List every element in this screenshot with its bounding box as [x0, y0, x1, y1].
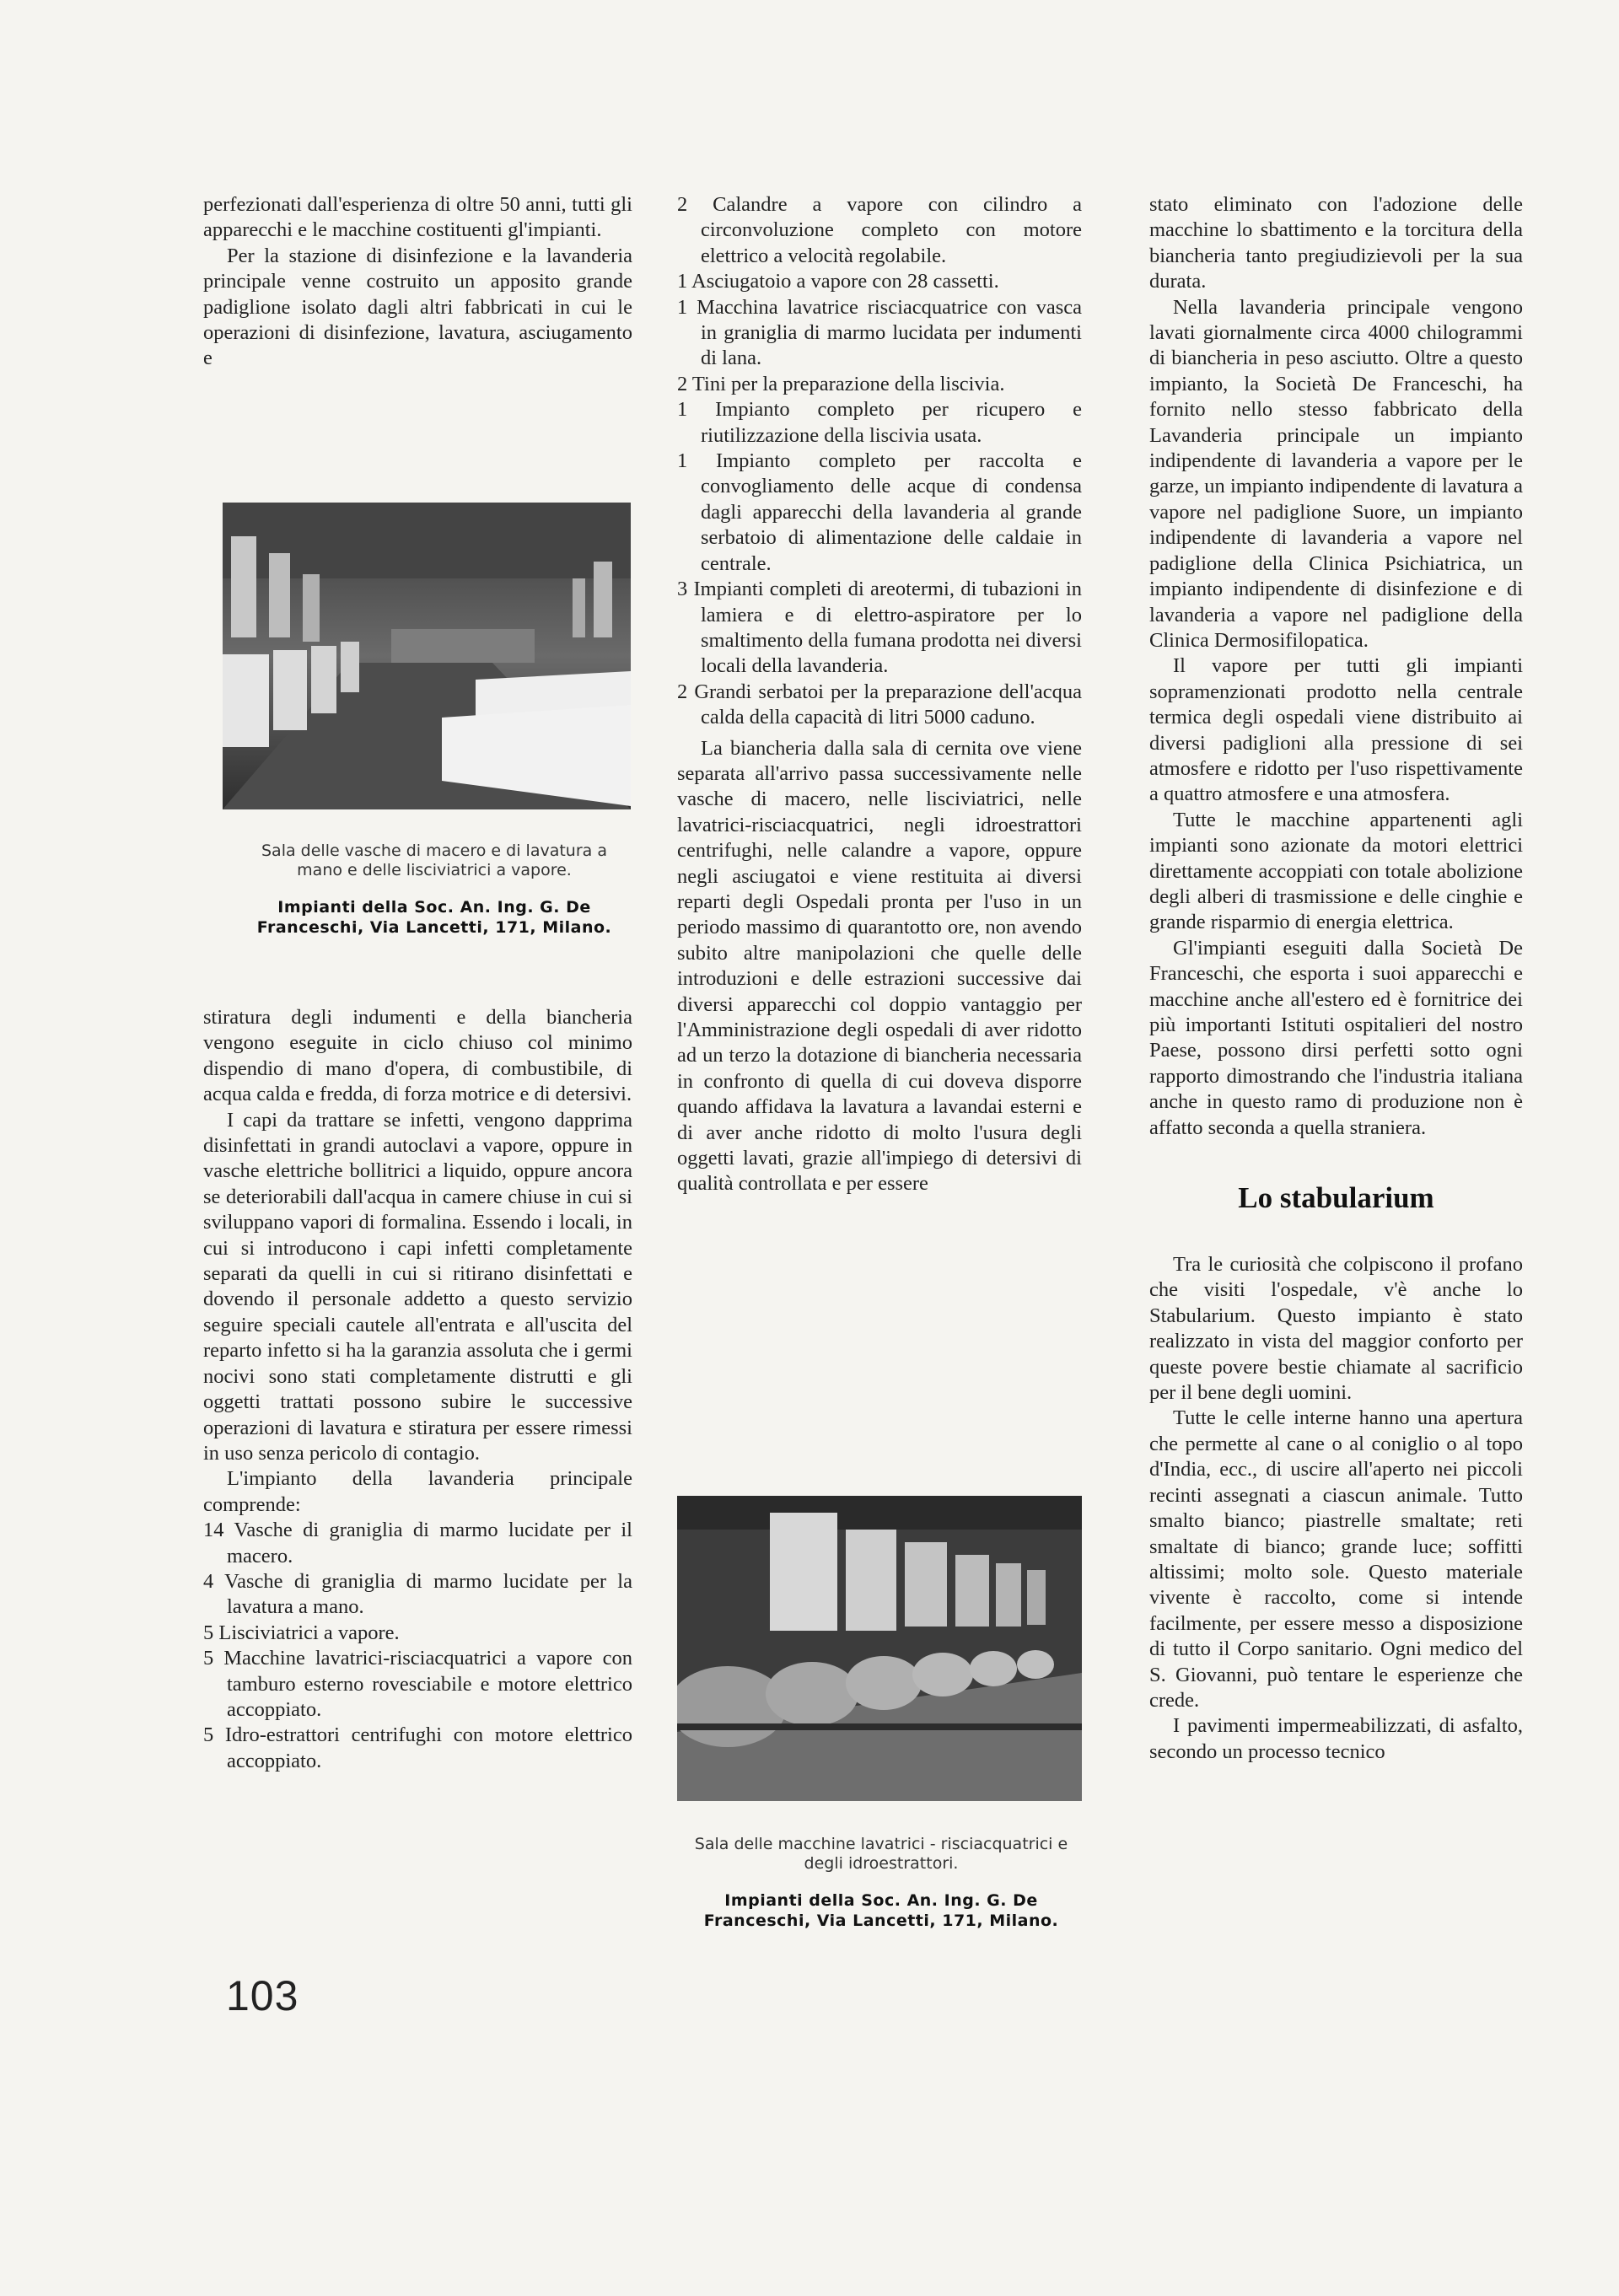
list-item: 5 Lisciviatrici a vapore.	[203, 1621, 400, 1644]
list-item: 1 Macchina lavatrice risciacquatrice con vasca in graniglia di marmo lucidata per indumenti di lana.	[677, 295, 1082, 370]
figure-caption: Sala delle vasche di macero e di lavatura a mano e delle lisciviatrici a vapore.	[261, 842, 607, 879]
paragraph: Per la stazione di disinfezione e la lavanderia principale venne costruito un apposito grande padiglione isolato dagli altri fabbricati in cui le operazioni di disinfezione, lavatura, asciugamento e	[203, 244, 632, 370]
paragraph: L'impianto della lavanderia principale comprende:	[203, 1467, 632, 1516]
paragraph: La biancheria dalla sala di cernita ove viene separata all'arrivo passa successivamente nelle vasche di macero, nelle lisciviatrici, nelle lavatrici-risciacquatrici, negli idroestrattori centrifughi, nelle calandre a vapore, oppure negli asciugatoi e viene restituita ai diversi reparti degli Ospedali pronta per l'uso in un periodo massimo di quarantotto ore, non avendo subito altre manipolazioni che quelle delle introduzioni e delle estrazioni successive dai diversi apparecchi col doppio vantaggio per l'Amministrazione degli ospedali di aver ridotto ad un terzo la dotazione di biancheria necessaria in confronto di quella di cui doveva disporre quando affidava la lavatura a lavandai esterni e di aver anche ridotto di molto l'usura degli oggetti lavati, grazie all'impiego di detersivi di qualità controllata e per essere	[677, 736, 1082, 1196]
list-item: 3 Impianti completi di areotermi, di tubazioni in lamiera e di elettro-aspiratore per lo smaltimento della fumana prodotta nei diversi locali della lavanderia.	[677, 578, 1082, 678]
list-item: 2 Grandi serbatoi per la preparazione dell'acqua calda della capacità di litri 5000 caduno.	[677, 680, 1082, 729]
paragraph: Tra le curiosità che colpiscono il profano che visiti l'ospedale, v'è anche lo Stabularium. Questo impianto è stato realizzato in vista del maggior conforto per queste povere bestie chiamate al sacrificio per il bene degli uomini.	[1149, 1253, 1523, 1405]
laundry-vats-photo	[223, 503, 631, 809]
figure-caption: Sala delle macchine lavatrici - risciacquatrici e degli idroestrattori.	[694, 1835, 1068, 1873]
list-item: 2 Calandre a vapore con cilindro a circonvoluzione completo con motore elettrico a velocità regolabile.	[677, 193, 1082, 267]
list-item: 4 Vasche di graniglia di marmo lucidate per la lavatura a mano.	[203, 1569, 632, 1619]
column-2	[677, 192, 1082, 1197]
paragraph: perfezionati dall'esperienza di oltre 50 anni, tutti gli apparecchi e le macchine costituenti gl'impianti.	[203, 193, 632, 242]
list-item: 5 Idro-estrattori centrifughi con motore elettrico accoppiato.	[203, 1723, 632, 1772]
paragraph: Nella lavanderia principale vengono lavati giornalmente circa 4000 chilogrammi di biancheria in peso asciutto. Oltre a questo impianto, la Società De Franceschi, ha fornito nello stesso fabbricato della Lavanderia principale un impianto indipendente di lavanderia a vapore per le garze, un impianto indipendente di lavatura a vapore nel padiglione Suore, un impianto indipendente di lavanderia a vapore nel padiglione della Clinica Psichiatrica, un impianto indipendente di disinfezione e di lavanderia a vapore nel padiglione della Clinica Dermosifilopatica.	[1149, 295, 1523, 652]
column-1-lower	[203, 1005, 632, 1774]
list-item: 1 Impianto completo per raccolta e convogliamento delle acque di condensa dagli apparecchi della lavanderia al grande serbatoio di alimentazione delle caldaie in centrale.	[677, 449, 1082, 575]
list-item: 14 Vasche di graniglia di marmo lucidate per il macero.	[203, 1519, 632, 1567]
list-item: 2 Tini per la preparazione della liscivia.	[677, 372, 1005, 395]
list-item: 1 Asciugatoio a vapore con 28 cassetti.	[677, 270, 999, 293]
column-3	[1149, 192, 1523, 1765]
paragraph: Tutte le macchine appartenenti agli impianti sono azionate da motori elettrici direttamente accoppiati con totale abolizione degli alberi di trasmissione e delle cinghie e grande risparmio di energia elettrica.	[1149, 808, 1523, 934]
figure-2-caption-block	[683, 1835, 1079, 1931]
paragraph: Gl'impianti eseguiti dalla Società De Franceschi, che esporta i suoi apparecchi e macchine anche all'estero ed è fornitrice dei più importanti Istituti ospitalieri del nostro Paese, possono dirsi perfetti sotto ogni rapporto dimostrando che l'industria italiana anche in questo ramo di produzione non è affatto seconda a quella straniera.	[1149, 936, 1523, 1139]
figure-1-caption-block	[245, 842, 624, 938]
figure-credit: Impianti della Soc. An. Ing. G. De Franceschi, Via Lancetti, 171, Milano.	[703, 1891, 1059, 1930]
washing-machines-photo	[677, 1496, 1082, 1801]
paragraph: stato eliminato con l'adozione delle macchine lo sbattimento e la torcitura della biancheria tanto pregiudizievoli per la sua durata.	[1149, 193, 1523, 293]
list-item: 5 Macchine lavatrici-risciacquatrici a vapore con tamburo esterno rovesciabile e motore elettrico accoppiato.	[203, 1647, 632, 1721]
paragraph: stiratura degli indumenti e della biancheria vengono eseguite in ciclo chiuso col minimo dispendio di mano d'opera, di combustibile, di acqua calda e fredda, di forza motrice e di detersivi.	[203, 1006, 632, 1106]
list-item: 1 Impianto completo per ricupero e riutilizzazione della liscivia usata.	[677, 398, 1082, 447]
section-heading: Lo stabularium	[1238, 1181, 1434, 1215]
figure-credit: Impianti della Soc. An. Ing. G. De Franceschi, Via Lancetti, 171, Milano.	[256, 898, 612, 937]
column-1	[203, 192, 632, 372]
paragraph: I capi da trattare se infetti, vengono dapprima disinfettati in grandi autoclavi a vapore, oppure in vasche elettriche bollitrici a liquido, oppure ancora se deteriorabili dall'acqua in camere chiuse in cui si sviluppano vapori di formalina. Essendo i locali, in cui si introducono i capi infetti completamente separati da quelli in cui si ritirano disinfettati e dovendo il personale addetto a questo servizio seguire speciali cautele all'entrata e all'uscita del reparto infetto si ha la garanzia assoluta che i germi nocivi sono stati completamente distrutti e gli oggetti trattati possono subire le successive operazioni di lavatura e stiratura per essere rimessi in uso senza pericolo di contagio.	[203, 1108, 632, 1465]
page-number: 103	[226, 1972, 299, 2019]
paragraph: I pavimenti impermeabilizzati, di asfalto, secondo un processo tecnico	[1149, 1714, 1523, 1763]
paragraph: Il vapore per tutti gli impianti sopramenzionati prodotto nella centrale termica degli ospedali viene distribuito ai diversi padiglioni alla pressione di sei atmosfere e ridotto per l'uso rispettivamente a quattro atmosfere e una atmosfera.	[1149, 654, 1523, 806]
paragraph: Tutte le celle interne hanno una apertura che permette al cane o al coniglio o al topo d'India, ecc., di uscire all'aperto nei piccoli recinti assegnati a ciascun animale. Tutto smalto bianco; piastrelle smaltate; reti smaltate di bianco; grande luce; soffitti altissimi; molto sole. Questo materiale vivente è raccolto, come si intende facilmente, per essere messo a disposizione di tutto il Corpo sanitario. Ogni medico del S. Giovanni, può tentare le esperienze che crede.	[1149, 1406, 1523, 1712]
